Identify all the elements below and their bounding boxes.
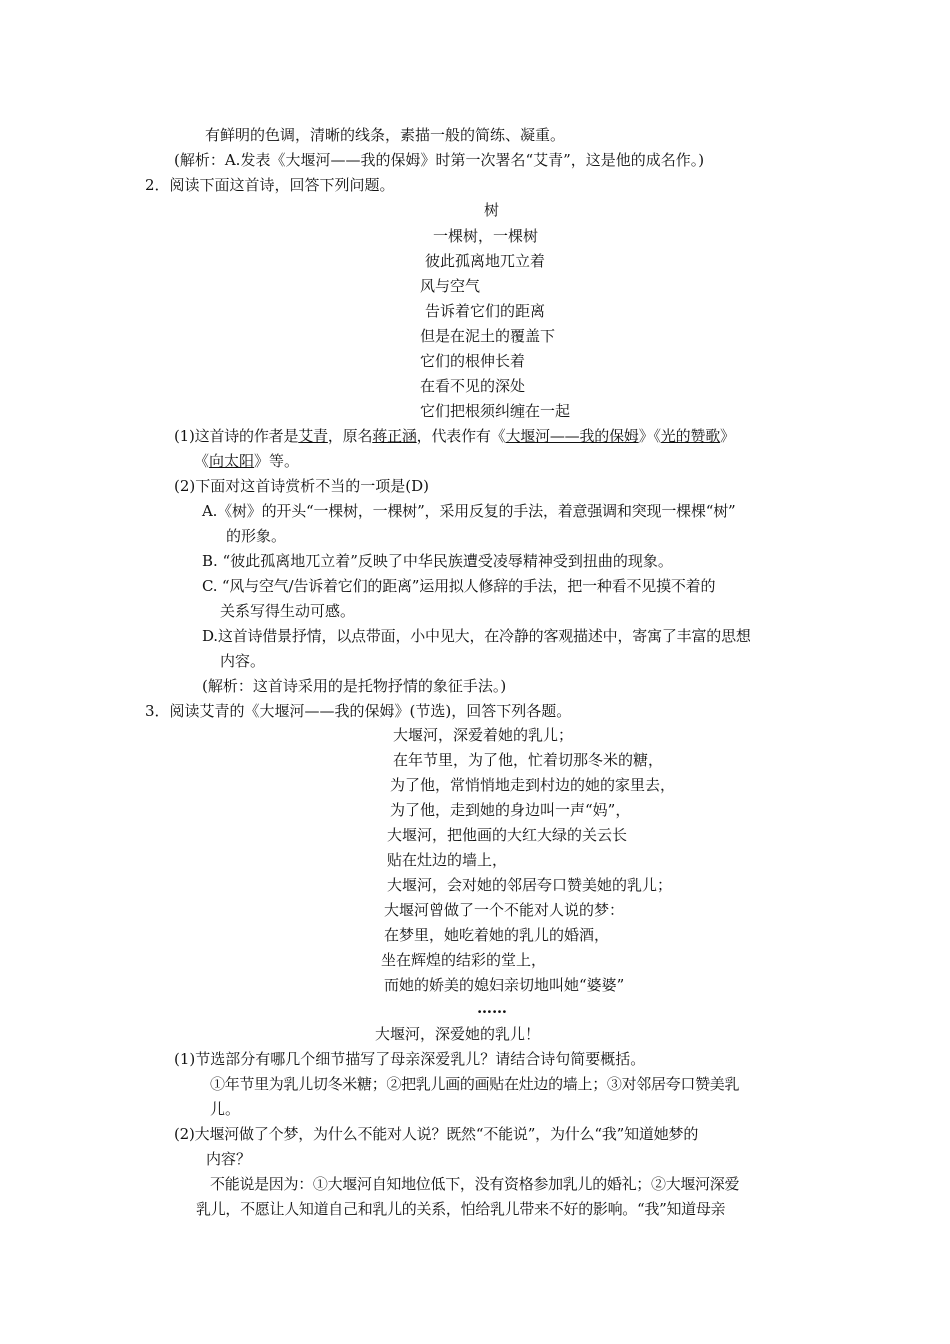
q2-heading: 2．阅读下面这首诗，回答下列问题。 [145, 176, 395, 194]
q3-poem-line: 大堰河，会对她的邻居夸口赞美她的乳儿； [387, 876, 673, 894]
q2-poem-line: 一棵树，一棵树 [433, 227, 539, 245]
q2-poem-line: 风与空气 [420, 277, 481, 295]
q2-sub1-text: ，原名 [327, 427, 373, 445]
q2-poem-title: 树 [484, 201, 500, 219]
q2-sub1-text: 》等。 [254, 452, 300, 470]
q2-sub1-line-2 [194, 451, 299, 471]
q3-poem-line: 贴在灶边的墙上， [387, 851, 508, 869]
q3-poem-line: 为了他，走到她的身边叫一声“妈”， [390, 801, 631, 819]
q2-answer-work-2: 光的赞歌 [660, 427, 720, 445]
q3-poem-line: 大堰河，深爱着她的乳儿； [393, 726, 574, 744]
q2-analysis: (解析：这首诗采用的是托物抒情的象征手法。) [202, 677, 507, 695]
q3-poem-line: 而她的娇美的媳妇亲切地叫她“婆婆” [384, 976, 625, 994]
q2-sub1-line-1 [174, 426, 735, 446]
q2-sub1-text: 》《 [638, 427, 661, 445]
q2-option-d-cont: 内容。 [220, 652, 266, 670]
q3-sub1-answer-cont: 儿。 [210, 1100, 241, 1118]
q2-sub2-stem: (2)下面对这首诗赏析不当的一项是(D) [174, 477, 429, 495]
q2-answer-author: 艾青 [298, 427, 328, 445]
q2-poem-line: 在看不见的深处 [420, 377, 526, 395]
q2-option-c-cont: 关系写得生动可感。 [220, 602, 356, 620]
q3-poem-line: 大堰河，把他画的大红大绿的关云长 [387, 826, 628, 844]
q2-answer-work-3: 向太阳 [209, 452, 255, 470]
q3-sub1-question: (1)节选部分有哪几个细节描写了母亲深爱乳儿？请结合诗句简要概括。 [174, 1050, 646, 1068]
q3-poem-line: 为了他，常悄悄地走到村边的她的家里去， [390, 776, 676, 794]
q2-sub1-prefix: (1)这首诗的作者是 [174, 427, 299, 445]
q2-option-d: D.这首诗借景抒情，以点带面，小中见大，在冷静的客观描述中，寄寓了丰富的思想 [202, 627, 751, 645]
q2-answer-original-name: 蒋正涵 [372, 427, 417, 445]
q3-sub2-answer-cont: 乳儿，不愿让人知道自己和乳儿的关系，怕给乳儿带来不好的影响。“我”知道母亲 [196, 1200, 726, 1218]
q2-option-c: C. “风与空气/告诉着它们的距离”运用拟人修辞的手法，把一种看不见摸不着的 [202, 577, 716, 595]
intro-analysis: (解析：A.发表《大堰河——我的保姆》时第一次署名“艾青”，这是他的成名作。) [174, 151, 705, 169]
q3-sub2-answer: 不能说是因为：①大堰河自知地位低下，没有资格参加乳儿的婚礼；②大堰河深爱 [210, 1175, 740, 1193]
q3-poem-ellipsis: …… [477, 999, 507, 1017]
q2-answer-work-1: 大堰河——我的保姆 [505, 427, 639, 445]
q2-poem-line: 彼此孤离地兀立着 [425, 252, 546, 270]
q2-poem-line: 它们把根须纠缠在一起 [420, 402, 571, 420]
q2-option-b: B. “彼此孤离地兀立着”反映了中华民族遭受凌辱精神受到扭曲的现象。 [202, 552, 673, 570]
q3-poem-line: 在梦里，她吃着她的乳儿的婚酒， [384, 926, 610, 944]
intro-line-1: 有鲜明的色调，清晰的线条，素描一般的简练、凝重。 [205, 126, 566, 144]
q2-sub1-text: 《 [194, 452, 210, 470]
q3-sub2-question: (2)大堰河做了个梦，为什么不能对人说？既然“不能说”，为什么“我”知道她梦的 [174, 1125, 699, 1143]
q2-poem-line: 但是在泥土的覆盖下 [420, 327, 556, 345]
q3-sub2-question-cont: 内容？ [206, 1150, 252, 1168]
q2-option-a-cont: 的形象。 [226, 527, 287, 545]
q2-poem-line: 告诉着它们的距离 [425, 302, 546, 320]
q2-poem-line: 它们的根伸长着 [420, 352, 526, 370]
q3-sub1-answer: ①年节里为乳儿切冬米糖；②把乳儿画的画贴在灶边的墙上；③对邻居夸口赞美乳 [210, 1075, 740, 1093]
q3-poem-line: 在年节里，为了他，忙着切那冬米的糖， [393, 751, 664, 769]
q2-option-a: A.《树》的开头“一棵树，一棵树”，采用反复的手法，着意强调和突现一棵棵“树” [202, 502, 736, 520]
q3-heading: 3．阅读艾青的《大堰河——我的保姆》(节选)，回答下列各题。 [145, 702, 572, 720]
q2-sub1-text: ，代表作有《 [416, 427, 506, 445]
q3-poem-line: 坐在辉煌的结彩的堂上， [381, 951, 547, 969]
q3-poem-last-line: 大堰河，深爱她的乳儿！ [375, 1025, 541, 1043]
q2-sub1-text: 》 [720, 427, 735, 445]
q3-poem-line: 大堰河曾做了一个不能对人说的梦： [384, 901, 625, 919]
